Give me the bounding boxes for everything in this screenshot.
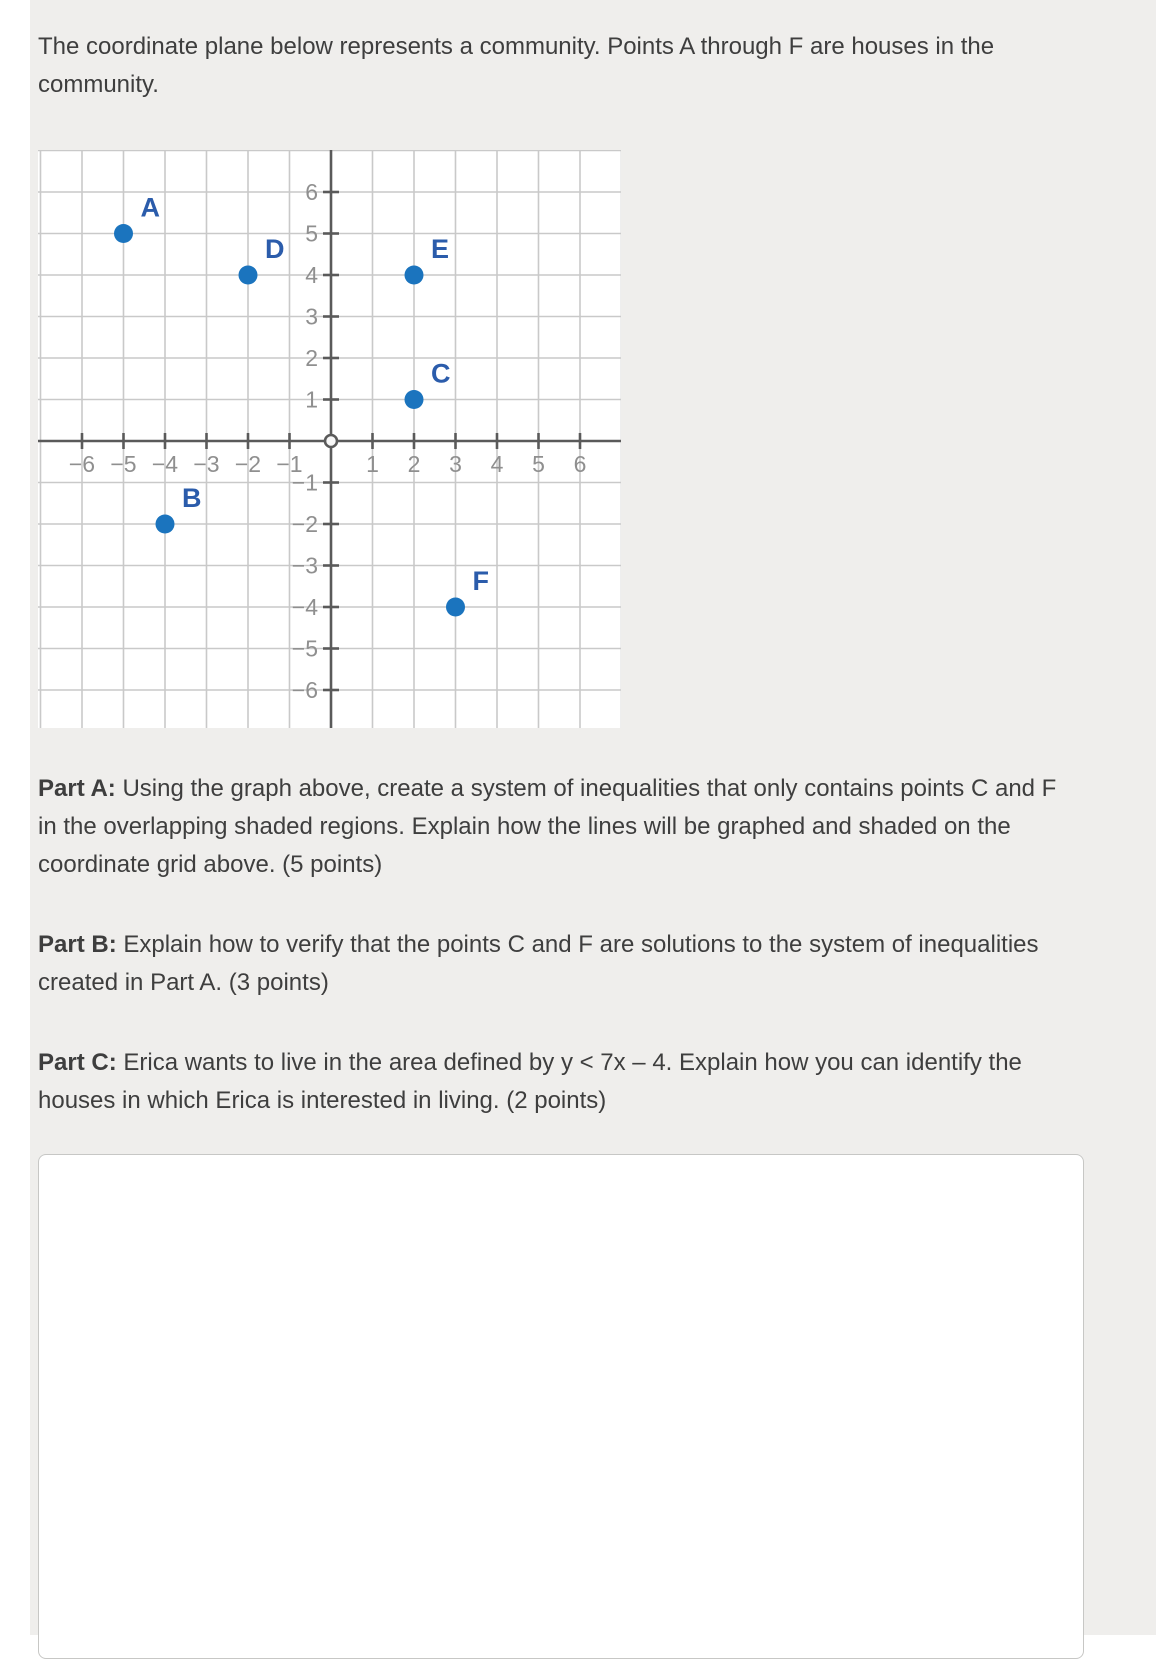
point-label-E: E (431, 234, 450, 264)
y-tick-label: 1 (305, 386, 318, 413)
y-tick-label: −6 (291, 677, 318, 703)
y-tick-label: 6 (305, 179, 318, 205)
y-tick-label: −4 (291, 594, 318, 620)
y-tick-label: 3 (305, 303, 318, 330)
part-c (38, 1044, 1078, 1120)
point-label-F: F (472, 566, 489, 596)
part-a (38, 770, 1078, 884)
point-E (405, 266, 424, 285)
coordinate-plane-svg (38, 150, 621, 728)
point-D (239, 266, 258, 285)
intro-text: The coordinate plane below represents a community. Points A through F are houses in the community. (38, 33, 995, 98)
y-tick-label: 4 (305, 262, 318, 288)
x-tick-label: 3 (449, 451, 462, 477)
answer-input[interactable] (38, 1154, 1084, 1659)
x-tick-label: −6 (68, 451, 96, 477)
part-c-text: Erica wants to live in the area defined by y < 7x – 4. Explain how you can identify the houses in which Erica is interested in living. (2 points) (38, 1049, 1022, 1114)
part-a-label: Part A: (38, 775, 116, 802)
point-F (446, 598, 465, 617)
origin-marker (325, 435, 337, 447)
x-tick-label: 6 (573, 451, 587, 477)
x-tick-label: −5 (110, 451, 137, 477)
x-tick-label: 4 (490, 451, 504, 477)
x-tick-label: −3 (193, 451, 220, 477)
x-tick-label: −1 (276, 451, 303, 477)
point-label-A: A (140, 192, 160, 223)
part-b-text: Explain how to verify that the points C and F are solutions to the system of inequalities created in Part A. (3 points) (38, 931, 1039, 996)
y-tick-label: −2 (291, 511, 318, 537)
x-tick-label: 5 (532, 451, 545, 477)
x-tick-label: 2 (407, 451, 421, 477)
x-tick-label: −2 (234, 451, 262, 477)
coordinate-plane-graph (38, 150, 621, 728)
part-b-label: Part B: (38, 931, 117, 958)
part-a-text: Using the graph above, create a system of inequalities that only contains points C and F in the overlapping shaded regions. Explain how the lines will be graphed and shaded on the coordinate grid above. (5 points) (38, 775, 1057, 878)
y-tick-label: 2 (305, 345, 318, 371)
point-label-D: D (265, 234, 285, 264)
y-tick-label: 5 (305, 220, 318, 247)
y-tick-label: −1 (291, 469, 318, 496)
point-label-C: C (431, 358, 451, 389)
y-tick-label: −5 (291, 635, 318, 662)
part-b (38, 926, 1078, 1002)
point-C (405, 390, 424, 409)
y-tick-label: −3 (291, 552, 318, 579)
x-tick-label: −4 (151, 451, 179, 477)
x-tick-label: 1 (366, 451, 379, 477)
point-A (114, 224, 133, 243)
point-B (156, 515, 175, 534)
point-label-B: B (182, 483, 202, 513)
question-page (30, 0, 1156, 1635)
part-c-label: Part C: (38, 1049, 117, 1076)
